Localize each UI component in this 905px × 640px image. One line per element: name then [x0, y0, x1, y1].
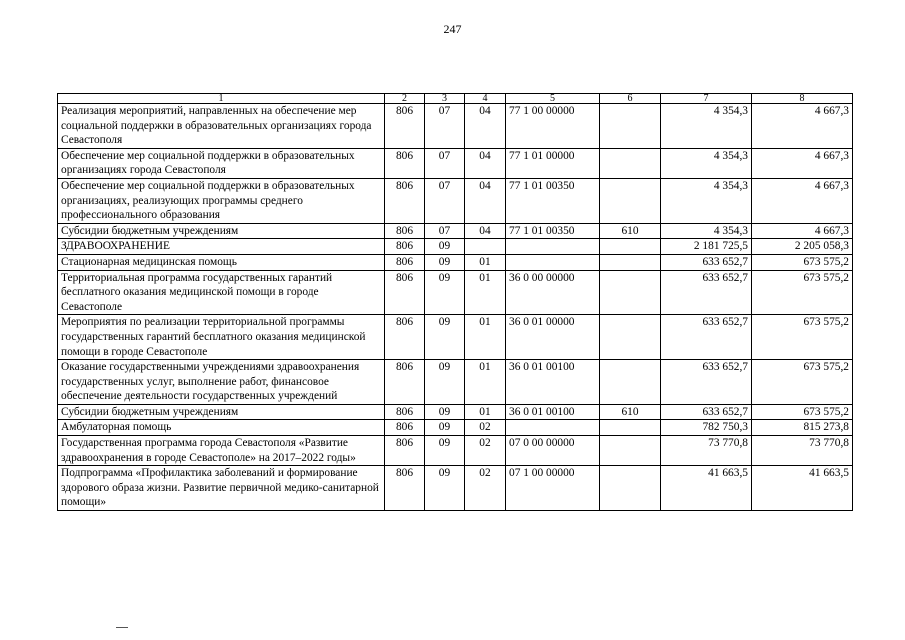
column-header: 4: [465, 94, 506, 104]
item-name: Подпрограмма «Профилактика заболеваний и формирование здорового образа жизни. Развитие первичной медико-санитарной помощи»: [58, 466, 385, 511]
expense-type-code: [600, 239, 661, 255]
item-name: Обеспечение мер социальной поддержки в образовательных организациях, реализующих программы среднего профессионального образования: [58, 178, 385, 223]
ministry-code: 806: [385, 360, 425, 405]
amount-year-2: 4 667,3: [752, 223, 853, 239]
subsection-code: 02: [465, 466, 506, 511]
amount-year-2: 673 575,2: [752, 315, 853, 360]
subsection-code: 04: [465, 178, 506, 223]
ministry-code: 806: [385, 148, 425, 178]
amount-year-2: 4 667,3: [752, 148, 853, 178]
item-name: Государственная программа города Севастополя «Развитие здравоохранения в городе Севастополе» на 2017–2022 годы»: [58, 436, 385, 466]
budget-table: [57, 93, 853, 511]
target-article-code: 77 1 01 00350: [506, 178, 600, 223]
amount-year-1: 4 354,3: [661, 104, 752, 149]
table-row: [58, 404, 853, 420]
section-code: 09: [425, 466, 465, 511]
subsection-code: 01: [465, 360, 506, 405]
amount-year-2: 673 575,2: [752, 254, 853, 270]
expense-type-code: [600, 436, 661, 466]
amount-year-1: 41 663,5: [661, 466, 752, 511]
target-article-code: 36 0 00 00000: [506, 270, 600, 315]
table-row: [58, 466, 853, 511]
target-article-code: 36 0 01 00000: [506, 315, 600, 360]
subsection-code: 01: [465, 254, 506, 270]
subsection-code: 04: [465, 104, 506, 149]
amount-year-1: 4 354,3: [661, 178, 752, 223]
column-header-row: [58, 94, 853, 104]
section-code: 09: [425, 420, 465, 436]
ministry-code: 806: [385, 270, 425, 315]
amount-year-1: 4 354,3: [661, 223, 752, 239]
ministry-code: 806: [385, 223, 425, 239]
table-row: [58, 254, 853, 270]
column-header: 8: [752, 94, 853, 104]
expense-type-code: [600, 270, 661, 315]
target-article-code: [506, 420, 600, 436]
amount-year-1: 2 181 725,5: [661, 239, 752, 255]
item-name: Территориальная программа государственных гарантий бесплатного оказания медицинской помощи в городе Севастополе: [58, 270, 385, 315]
item-name: Мероприятия по реализации территориальной программы государственных гарантий бесплатного оказания медицинской помощи в городе Севастополе: [58, 315, 385, 360]
table-row: [58, 360, 853, 405]
item-name: ЗДРАВООХРАНЕНИЕ: [58, 239, 385, 255]
item-name: Амбулаторная помощь: [58, 420, 385, 436]
amount-year-1: 633 652,7: [661, 404, 752, 420]
expense-type-code: 610: [600, 223, 661, 239]
column-header: 6: [600, 94, 661, 104]
target-article-code: 36 0 01 00100: [506, 360, 600, 405]
ministry-code: 806: [385, 436, 425, 466]
expense-type-code: [600, 466, 661, 511]
expense-type-code: 610: [600, 404, 661, 420]
amount-year-1: 633 652,7: [661, 315, 752, 360]
ministry-code: 806: [385, 420, 425, 436]
amount-year-2: 4 667,3: [752, 178, 853, 223]
expense-type-code: [600, 420, 661, 436]
expense-type-code: [600, 148, 661, 178]
expense-type-code: [600, 315, 661, 360]
section-code: 07: [425, 104, 465, 149]
amount-year-2: 673 575,2: [752, 360, 853, 405]
ministry-code: 806: [385, 104, 425, 149]
amount-year-2: 673 575,2: [752, 404, 853, 420]
amount-year-1: 782 750,3: [661, 420, 752, 436]
table-row: [58, 223, 853, 239]
subsection-code: 01: [465, 404, 506, 420]
item-name: Субсидии бюджетным учреждениям: [58, 223, 385, 239]
target-article-code: 77 1 01 00000: [506, 148, 600, 178]
ministry-code: 806: [385, 254, 425, 270]
amount-year-1: 4 354,3: [661, 148, 752, 178]
amount-year-2: 4 667,3: [752, 104, 853, 149]
amount-year-2: 815 273,8: [752, 420, 853, 436]
subsection-code: 02: [465, 420, 506, 436]
section-code: 09: [425, 404, 465, 420]
column-header: 7: [661, 94, 752, 104]
section-code: 07: [425, 223, 465, 239]
target-article-code: [506, 239, 600, 255]
target-article-code: [506, 254, 600, 270]
column-header: 3: [425, 94, 465, 104]
amount-year-2: 73 770,8: [752, 436, 853, 466]
target-article-code: 36 0 01 00100: [506, 404, 600, 420]
section-code: 09: [425, 436, 465, 466]
section-code: 09: [425, 360, 465, 405]
subsection-code: [465, 239, 506, 255]
column-header: 1: [58, 94, 385, 104]
section-code: 09: [425, 270, 465, 315]
expense-type-code: [600, 178, 661, 223]
section-code: 07: [425, 148, 465, 178]
ministry-code: 806: [385, 178, 425, 223]
amount-year-1: 633 652,7: [661, 360, 752, 405]
subsection-code: 02: [465, 436, 506, 466]
target-article-code: 77 1 00 00000: [506, 104, 600, 149]
scan-mark: [116, 627, 128, 628]
subsection-code: 04: [465, 148, 506, 178]
item-name: Реализация мероприятий, направленных на обеспечение мер социальной поддержки в образовательных организациях города Севастополя: [58, 104, 385, 149]
target-article-code: 07 1 00 00000: [506, 466, 600, 511]
amount-year-1: 633 652,7: [661, 254, 752, 270]
expense-type-code: [600, 254, 661, 270]
column-header: 2: [385, 94, 425, 104]
table-row: [58, 315, 853, 360]
table-row: [58, 104, 853, 149]
item-name: Оказание государственными учреждениями здравоохранения государственных услуг, выполнение работ, финансовое обеспечение деятельности государственных учреждений: [58, 360, 385, 405]
column-header: 5: [506, 94, 600, 104]
amount-year-1: 633 652,7: [661, 270, 752, 315]
table-row: [58, 178, 853, 223]
expense-type-code: [600, 360, 661, 405]
section-code: 07: [425, 178, 465, 223]
item-name: Обеспечение мер социальной поддержки в образовательных организациях города Севастополя: [58, 148, 385, 178]
section-code: 09: [425, 239, 465, 255]
item-name: Субсидии бюджетным учреждениям: [58, 404, 385, 420]
item-name: Стационарная медицинская помощь: [58, 254, 385, 270]
subsection-code: 01: [465, 270, 506, 315]
ministry-code: 806: [385, 404, 425, 420]
ministry-code: 806: [385, 315, 425, 360]
section-code: 09: [425, 315, 465, 360]
amount-year-1: 73 770,8: [661, 436, 752, 466]
amount-year-2: 2 205 058,3: [752, 239, 853, 255]
amount-year-2: 673 575,2: [752, 270, 853, 315]
table-row: [58, 148, 853, 178]
expense-type-code: [600, 104, 661, 149]
section-code: 09: [425, 254, 465, 270]
subsection-code: 04: [465, 223, 506, 239]
table-row: [58, 239, 853, 255]
target-article-code: 77 1 01 00350: [506, 223, 600, 239]
target-article-code: 07 0 00 00000: [506, 436, 600, 466]
ministry-code: 806: [385, 466, 425, 511]
subsection-code: 01: [465, 315, 506, 360]
ministry-code: 806: [385, 239, 425, 255]
table-row: [58, 436, 853, 466]
table-row: [58, 420, 853, 436]
table-row: [58, 270, 853, 315]
page-number: 247: [443, 22, 462, 36]
amount-year-2: 41 663,5: [752, 466, 853, 511]
